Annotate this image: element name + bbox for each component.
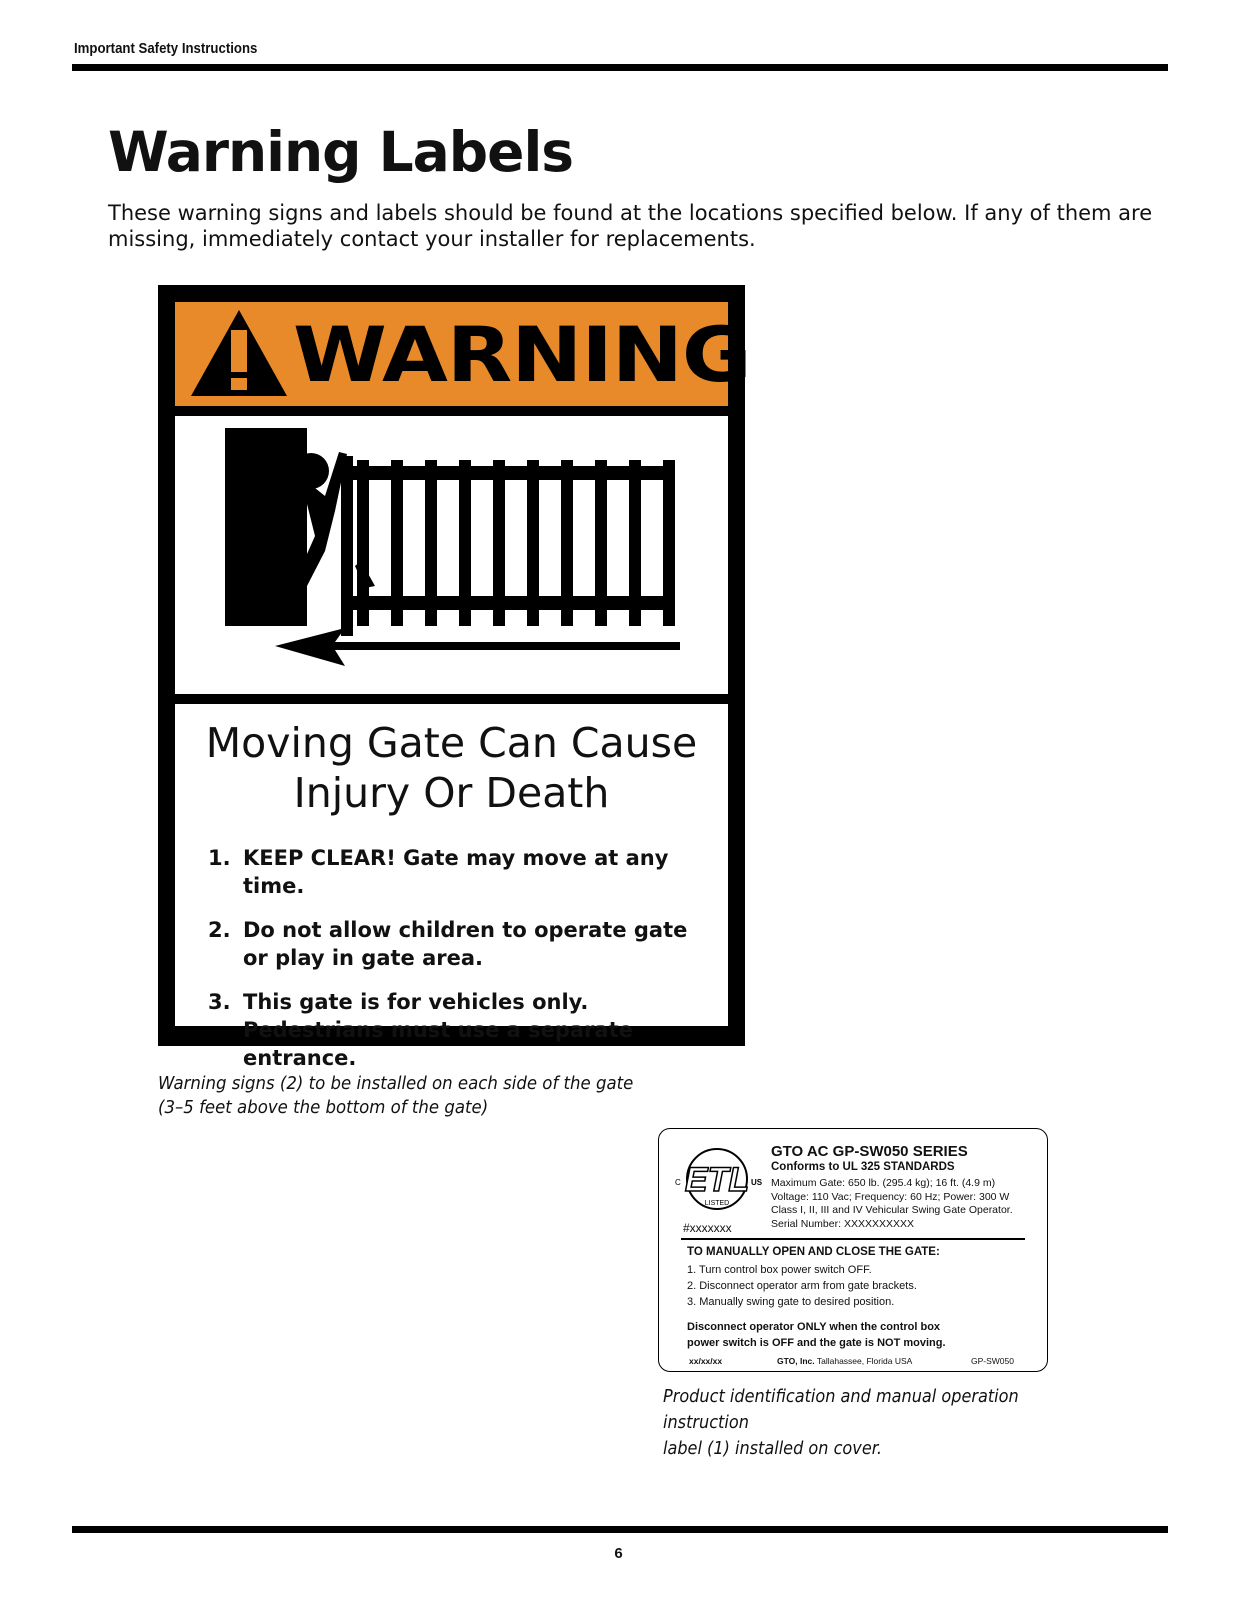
svg-text:LISTED: LISTED — [704, 1200, 730, 1207]
conformance: Conforms to UL 325 STANDARDS — [771, 1161, 955, 1173]
svg-text:C: C — [675, 1178, 681, 1187]
label-divider — [681, 1238, 1025, 1240]
manual-operation-title: TO MANUALLY OPEN AND CLOSE THE GATE: — [687, 1246, 940, 1258]
page-title: Warning Labels — [108, 120, 574, 184]
product-specs: Maximum Gate: 650 lb. (295.4 kg); 16 ft. (4.9 m) Voltage: 110 Vac; Frequency: 60 Hz; Power: 300 W Class I, II, III and IV Vehicular Swing Gate Operator. Serial Number: XXXXXXXXXX — [771, 1177, 1013, 1230]
warning-triangle-icon — [189, 308, 289, 400]
label-company: GTO, Inc. Tallahassee, Florida USA — [777, 1356, 913, 1366]
list-item: 2. Disconnect operator arm from gate brackets. — [687, 1280, 917, 1292]
warning-text-panel — [175, 704, 728, 1070]
warning-banner — [175, 302, 751, 406]
list-item: 3. Manually swing gate to desired position. — [687, 1296, 895, 1308]
warning-sign — [158, 285, 751, 1070]
warning-list — [208, 844, 708, 1088]
etl-number: #xxxxxxx — [683, 1221, 732, 1235]
svg-text:ETL: ETL — [684, 1161, 750, 1199]
list-item: 1. KEEP CLEAR! Gate may move at any time. — [208, 846, 669, 898]
person-caught-by-gate-icon — [175, 416, 728, 694]
svg-text:US: US — [751, 1178, 763, 1187]
label-caption: Product identification and manual operation instruction label (1) installed on cover. — [663, 1387, 1019, 1459]
header-rule — [72, 64, 1168, 71]
manual-steps — [687, 1262, 917, 1310]
list-item: 1. Turn control box power switch OFF. — [687, 1264, 872, 1276]
disconnect-warning: Disconnect operator ONLY when the control box power switch is OFF and the gate is NOT moving. — [687, 1321, 946, 1349]
gate-pictogram — [175, 416, 728, 694]
etl-listed-logo — [671, 1141, 767, 1221]
list-item: 2. Do not allow children to operate gate or play in gate area. — [208, 918, 688, 970]
warning-headline: Moving Gate Can Cause Injury Or Death — [205, 719, 698, 817]
product-name: GTO AC GP-SW050 SERIES — [771, 1143, 968, 1160]
footer-rule — [72, 1526, 1168, 1533]
list-item: 3. This gate is for vehicles only. Pedestrians must use a separate entrance. — [208, 990, 633, 1070]
label-model: GP-SW050 — [971, 1356, 1014, 1366]
sign-caption: Warning signs (2) to be installed on each side of the gate (3–5 feet above the bottom of the gate) — [158, 1073, 634, 1118]
label-date: xx/xx/xx — [689, 1356, 723, 1366]
intro-paragraph: These warning signs and labels should be found at the locations specified below. If any of them are missing, immediately contact your installer for replacements. — [108, 201, 1153, 251]
product-label — [658, 1128, 1048, 1372]
page-number: 6 — [614, 1545, 623, 1562]
warning-word: WARNING — [293, 310, 751, 399]
running-header: Important Safety Instructions — [74, 40, 258, 57]
